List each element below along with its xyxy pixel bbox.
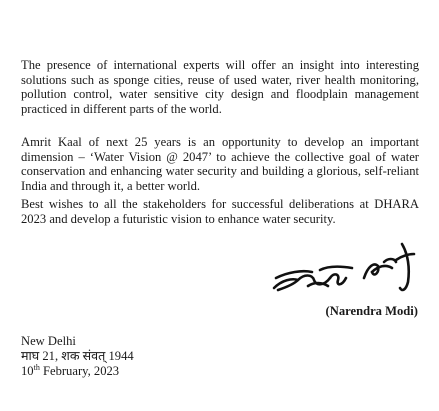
- date-rest: February, 2023: [39, 363, 120, 378]
- paragraph-best-wishes: Best wishes to all the stakeholders for successful deliberations at DHARA 2023 and develop a futuristic vision to enhance water security.: [21, 197, 419, 226]
- closing-block: [21, 334, 134, 378]
- signatory-name: (Narendra Modi): [325, 304, 418, 318]
- handwritten-signature: [268, 232, 418, 296]
- date-suffix: th: [33, 362, 40, 372]
- english-date: [21, 364, 134, 379]
- paragraph-international-experts: The presence of international experts will offer an insight into interesting solutions such as sponge cities, reuse of used water, river health monitoring, pollution control, water sensitive city design and floodplain management practiced in different parts of the world.: [21, 58, 419, 116]
- hindi-date: माघ 21, शक संवत् 1944: [21, 348, 134, 363]
- paragraph-water-vision: Amrit Kaal of next 25 years is an opportunity to develop an important dimension – ‘Water Vision @ 2047’ to achieve the collective goal of water conservation and enhancing water security and building a glorious, self-reliant India and through it, a better world.: [21, 135, 419, 193]
- date-day: 10: [21, 363, 34, 378]
- place: New Delhi: [21, 334, 76, 348]
